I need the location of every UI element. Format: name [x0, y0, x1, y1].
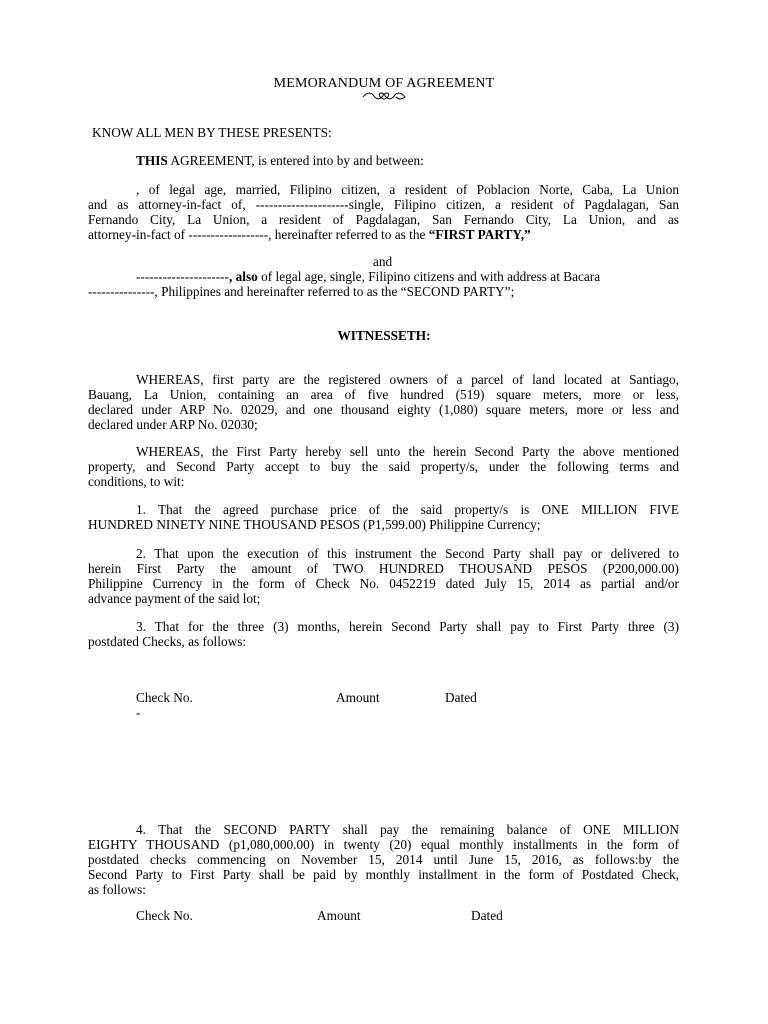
whereas2-line-3: conditions, to wit:: [88, 474, 185, 489]
second-party-line-1: [88, 269, 679, 284]
table2-header-amount: Amount: [317, 908, 361, 923]
item3-line-2: postdated Checks, as follows:: [88, 634, 247, 649]
table1-header-dated: Dated: [445, 690, 477, 705]
whereas2-line-1: WHEREAS, the First Party hereby sell unto the herein Second Party the above mentioned: [136, 444, 679, 459]
item1-line-2: HUNDRED NINETY NINE THOUSAND PESOS (P1,599.00) Philippine Currency;: [88, 517, 541, 532]
item-4-paragraph: [88, 822, 679, 897]
item-1-paragraph: [88, 502, 679, 532]
flourish-icon: [361, 91, 407, 103]
second-party-line-1-text: of legal age, single, Filipino citizens and with address at Bacara: [257, 269, 601, 284]
whereas1-line-4: declared under ARP No. 02030;: [88, 417, 258, 432]
second-party-also: , also: [229, 269, 258, 284]
document-title: MEMORANDUM OF AGREEMENT: [273, 76, 495, 91]
table2-header-check-no: Check No.: [136, 908, 193, 923]
table2-header-dated: Dated: [471, 908, 503, 923]
table1-header-amount: Amount: [336, 690, 380, 705]
know-all-heading: KNOW ALL MEN BY THESE PRESENTS:: [92, 125, 332, 140]
whereas-paragraph-1: [88, 372, 679, 432]
first-party-line-4-text: attorney-in-fact of ------------------, hereinafter referred to as the: [88, 227, 429, 242]
second-party-paragraph: [88, 269, 679, 299]
item4-line-2: EIGHTY THOUSAND (p1,080,000.00) in twenty (20) equal monthly installments in the form of: [88, 837, 679, 852]
whereas-paragraph-2: [88, 444, 679, 489]
ornament-divider-icon: [0, 91, 768, 103]
intro-paragraph: [136, 153, 424, 168]
first-party-line-4: [88, 227, 679, 242]
item4-line-3: postdated checks commencing on November 15, 2014 until June 15, 2016, as follows:by the: [88, 852, 679, 867]
item2-line-2: herein First Party the amount of TWO HUNDRED THOUSAND PESOS (P200,000.00): [88, 561, 679, 576]
item2-line-3: Philippine Currency in the form of Check No. 0452219 dated July 15, 2014 as partial and/or: [88, 576, 679, 591]
first-party-line-3: Fernando City, La Union, a resident of Pagdalagan, San Fernando City, La Union, and as: [88, 212, 679, 227]
item4-line-5: as follows:: [88, 882, 146, 897]
intro-bold: THIS: [136, 153, 168, 168]
first-party-line-1: , of legal age, married, Filipino citizen, a resident of Poblacion Norte, Caba, La Union: [136, 182, 679, 197]
whereas2-line-2: property, and Second Party accept to buy the said property/s, under the following terms and: [88, 459, 679, 474]
table1-header-check-no: Check No.: [136, 690, 193, 705]
witnesseth-heading: WITNESSETH:: [337, 328, 431, 343]
and-word: and: [373, 254, 393, 269]
intro-rest: AGREEMENT, is entered into by and between:: [167, 153, 424, 168]
item1-line-1: 1. That the agreed purchase price of the said property/s is ONE MILLION FIVE: [136, 502, 679, 517]
first-party-paragraph: [88, 182, 679, 242]
whereas1-line-2: Bauang, La Union, containing an area of five hundred (519) square meters, more or less,: [88, 387, 679, 402]
first-party-line-2: and as attorney-in-fact of, ---------------------single, Filipino citizen, a resident of Pagdalagan, San: [88, 197, 679, 212]
item-3-paragraph: [88, 619, 679, 649]
item4-line-1: 4. That the SECOND PARTY shall pay the remaining balance of ONE MILLION: [136, 822, 679, 837]
second-party-line-2: ---------------, Philippines and hereinafter referred to as the “SECOND PARTY”;: [88, 284, 515, 299]
item3-line-1: 3. That for the three (3) months, herein Second Party shall pay to First Party three (3): [136, 619, 679, 634]
item2-line-1: 2. That upon the execution of this instrument the Second Party shall pay or delivered to: [136, 546, 679, 561]
whereas1-line-1: WHEREAS, first party are the registered owners of a parcel of land located at Santiago,: [136, 372, 679, 387]
first-party-label: “FIRST PARTY,”: [428, 227, 531, 242]
item4-line-4: Second Party to First Party shall be paid by monthly installment in the form of Postdated Check,: [88, 867, 679, 882]
second-party-dashes: ---------------------: [136, 269, 229, 284]
table1-dash: -: [136, 705, 141, 720]
item2-line-4: advance payment of the said lot;: [88, 591, 261, 606]
item-2-paragraph: [88, 546, 679, 606]
whereas1-line-3: declared under ARP No. 02029, and one thousand eighty (1,080) square meters, more or less and: [88, 402, 679, 417]
